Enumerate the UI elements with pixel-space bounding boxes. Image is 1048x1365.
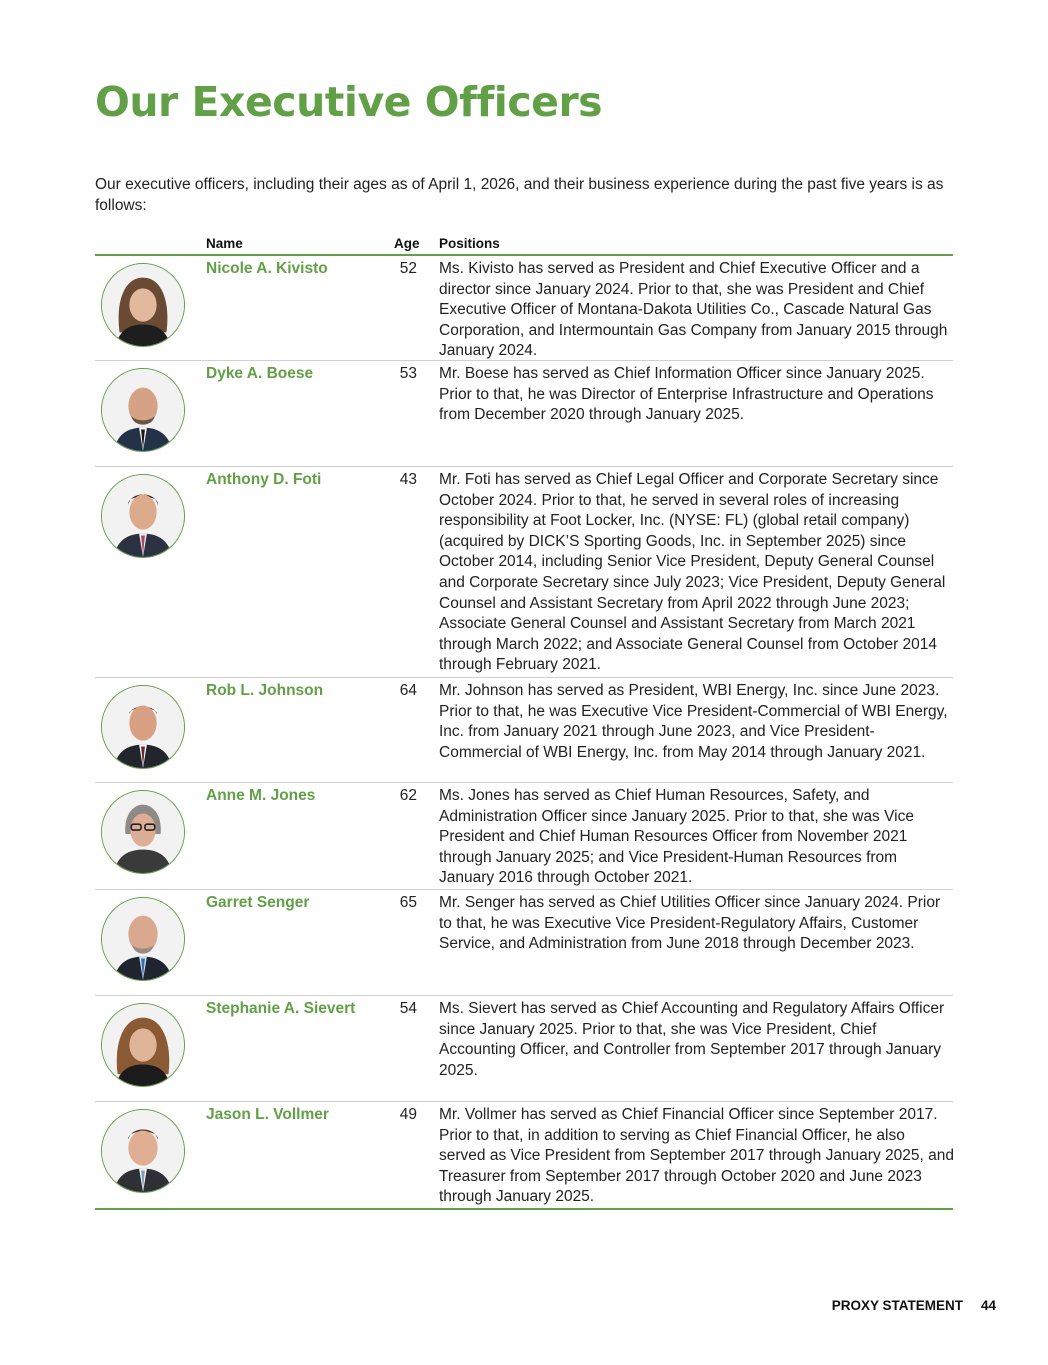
officer-positions: Mr. Vollmer has served as Chief Financial Officer since September 2017. Prior to that, in addition to serving as Chief Financial Officer, he also served as Vice President from September 2017 through January 2025, and Treasurer from September 2017 through October 2020 and June 2023 through January 2025. <box>439 1106 954 1206</box>
table-row <box>95 256 953 361</box>
officer-positions: Mr. Boese has served as Chief Information Officer since January 2025. Prior to that, he was Director of Enterprise Infrastructure and Operations from December 2020 through January 2025. <box>439 365 934 424</box>
officer-age: 43 <box>399 471 417 488</box>
officer-name: Dyke A. Boese <box>206 365 314 382</box>
officer-name: Garret Senger <box>206 894 310 911</box>
table-row <box>95 783 953 890</box>
table-row <box>95 467 953 678</box>
name-column-header: Name <box>206 236 243 251</box>
officer-age: 53 <box>399 365 417 382</box>
officer-name: Anne M. Jones <box>206 787 316 804</box>
portrait-photo <box>101 474 185 558</box>
officer-name: Rob L. Johnson <box>206 682 324 699</box>
age-column-header: Age <box>394 236 420 251</box>
table-row <box>95 996 953 1102</box>
officer-age: 54 <box>399 1000 417 1017</box>
table-row <box>95 678 953 783</box>
officer-age: 52 <box>399 260 417 277</box>
portrait-photo <box>101 790 185 874</box>
officer-positions: Ms. Jones has served as Chief Human Resources, Safety, and Administration Officer since January 2025. Prior to that, she was Vice President and Chief Human Resources Officer from November 2021 through January 2025; and Vice President-Human Resources from January 2016 through October 2021. <box>439 787 914 887</box>
officer-name: Anthony D. Foti <box>206 471 322 488</box>
executive-officers-table <box>95 234 953 1210</box>
officer-positions: Mr. Foti has served as Chief Legal Officer and Corporate Secretary since October 2024. Prior to that, he served in several roles of increasing responsibility at Foot Locker, Inc. (NYSE: FL) (global retail company) (acquired by DICK’S Sporting Goods, Inc. in September 2025) since October 2014, including Senior Vice President, Deputy General Counsel and Corporate Secretary since July 2023; Vice President, Deputy General Counsel and Assistant Secretary from April 2022 through June 2023; Associate General Counsel and Assistant Secretary from March 2021 through March 2022; and Associate General Counsel from October 2014 through February 2021. <box>439 471 946 674</box>
table-row <box>95 890 953 996</box>
officer-age: 49 <box>399 1106 417 1123</box>
portrait-photo <box>101 1003 185 1087</box>
portrait-photo <box>101 685 185 769</box>
officer-positions: Mr. Johnson has served as President, WBI Energy, Inc. since June 2023. Prior to that, he was Executive Vice President-Commercial of WBI Energy, Inc. from January 2021 through June 2023, and Vice President-Commercial of WBI Energy, Inc. from May 2014 through January 2021. <box>439 682 948 761</box>
officer-positions: Mr. Senger has served as Chief Utilities Officer since January 2024. Prior to that, he was Executive Vice President-Regulatory Affairs, Customer Service, and Administration from June 2018 through December 2023. <box>439 894 941 953</box>
portrait-photo <box>101 368 185 452</box>
officer-age: 64 <box>399 682 417 699</box>
page-footer <box>832 1298 996 1313</box>
officer-name: Stephanie A. Sievert <box>206 1000 356 1017</box>
portrait-photo <box>101 263 185 347</box>
table-header <box>95 234 953 256</box>
table-row <box>95 1102 953 1210</box>
page-title: Our Executive Officers <box>95 78 603 126</box>
portrait-photo <box>101 897 185 981</box>
officer-age: 62 <box>399 787 417 804</box>
officer-positions: Ms. Sievert has served as Chief Accounting and Regulatory Affairs Officer since January 2025. Prior to that, she was Vice President, Chief Accounting Officer, and Controller from September 2017 through January 2025. <box>439 1000 945 1079</box>
officer-name: Nicole A. Kivisto <box>206 260 328 277</box>
page-number: 44 <box>980 1298 996 1313</box>
officer-age: 65 <box>399 894 417 911</box>
table-row <box>95 361 953 467</box>
officer-positions: Ms. Kivisto has served as President and Chief Executive Officer and a director since January 2024. Prior to that, she was President and Chief Executive Officer of Montana-Dakota Utilities Co., Cascade Natural Gas Corporation, and Intermountain Gas Company from January 2015 through January 2024. <box>439 260 948 360</box>
officer-name: Jason L. Vollmer <box>206 1106 329 1123</box>
portrait-photo <box>101 1109 185 1193</box>
footer-label: PROXY STATEMENT <box>831 1298 963 1313</box>
intro-text: Our executive officers, including their ages as of April 1, 2026, and their business experience during the past five years is as follows: <box>95 176 944 214</box>
positions-column-header: Positions <box>439 236 500 251</box>
